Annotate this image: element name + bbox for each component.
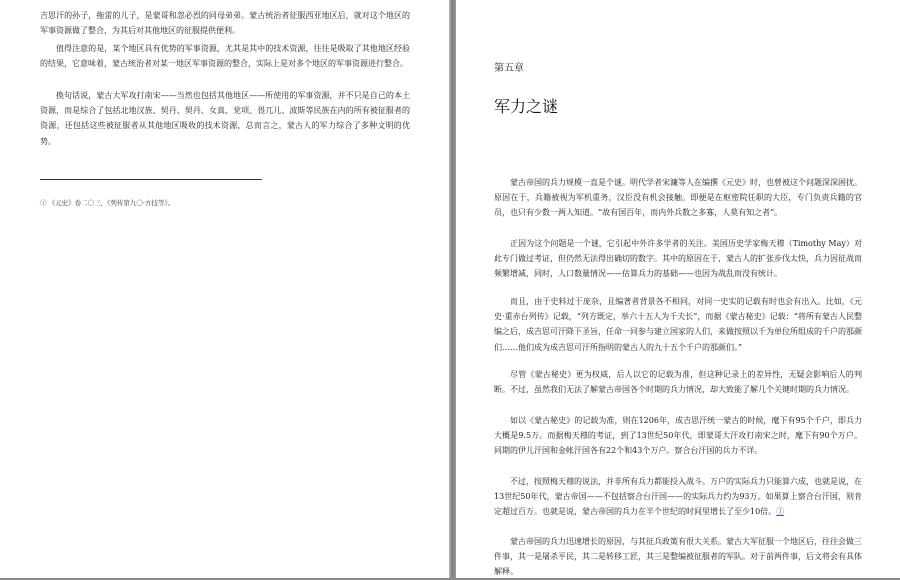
right-paragraph-6-text: 不过，按照梅天穆的说法，并非所有兵力都能投入战斗。万户的实际兵力只能算六成，也就是说，在13世纪50年代，蒙古帝国——不包括察合台汗国——的实际兵力约为93万。如果算上察合台汗国，则肯定超过百万。也就是说，蒙古帝国的兵力在半个世纪的时间里增长了至少10倍。 [494,477,862,517]
left-paragraph-3: 换句话说，蒙古大军攻打南宋——当然也包括其他地区——所使用的军事资源，并不只是自己的本土资源，而是综合了包括北地汉族、契丹、契丹、女真、党项、畏兀儿、波斯等民族在内的所有被征服者的资源，还包括这些被征服者从其他地区吸收的技术资源，总而言之，蒙古人的军力综合了多种文明的优势。 [40,91,410,146]
footnote-text: 《元史》卷二〇三，《列传第九〇·方技等》。 [48,199,175,207]
right-paragraph-4: 尽管《蒙古秘史》更为权威，后人以它的记载为准，但这种记录上的差异性，无疑会影响后人的判断。不过，虽然我们无法了解蒙古帝国各个时期的兵力情况，却大致能了解几个关键时期的兵力情况。 [494,370,862,395]
chapter-label: 第五章 [494,63,524,74]
right-paragraph-5: 如以《蒙古秘史》的记载为准，则在1206年，成吉思汗统一蒙古的时候，麾下有95个千户，即兵力大概是9.5万。而据梅天穆的考证，到了13世纪50年代，即蒙哥大汗攻打南宋之时，麾下有90个万户。同期的伊儿汗国和金帐汗国各有22个和43个万户。察合台汗国的兵力不详。 [494,416,862,456]
left-paragraph-2: 值得注意的是，某个地区具有优势的军事资源，尤其是其中的技术资源，往往是吸取了其他地区经验的结果，它意味着，蒙古统治者对某一地区军事资源的整合，实际上是对多个地区的军事资源进行整合。 [40,44,410,69]
right-paragraph-6 [494,474,862,520]
chapter-title: 军力之谜 [494,97,559,116]
right-paragraph-7: 蒙古帝国的兵力迅速增长的原因，与其征兵政策有很大关系。蒙古大军征服一个地区后，往往会做三件事，其一是屠杀平民，其二是转移工匠，其三是整编被征服者的军队。对于前两件事，后文将会有具体解释。 [494,537,862,577]
footnote [40,198,420,208]
right-paragraph-1: 蒙古帝国的兵力规模一直是个谜。明代学者宋濂等人在编撰《元史》时，也曾被这个问题深深困扰。原因在于，兵籍被视为军机重务，汉臣没有机会接触。即便是在枢密院任职的大臣，专门负责兵籍的官员，也只有少数一两人知道。“故有国百年，而内外兵数之多寡，人莫有知之者”。 [494,178,862,218]
left-page [0,0,449,578]
footnote-marker[interactable]: ① [40,199,47,207]
right-paragraph-3: 而且，由于史料过于庞杂，且编著者背景各不相同，对同一史实的记载有时也会有出入。比如，《元史·重赤台列传》记载，“列方既定，举六十五人为千夫长”，而据《蒙古秘史》记载：“将所有蒙古人民整编之后，成吉思可汗降下圣旨，任命一同参与建立国家的人们，来做按照以千为单位所组成的千户的那颜们……他们成为成吉思可汗所指明的蒙古人的九十五个千户的那颜们。” [494,297,862,352]
footnote-reference[interactable]: ① [776,507,785,517]
right-paragraph-2: 正因为这个问题是一个谜，它引起中外许多学者的关注。美国历史学家梅天穆（Timothy May）对此专门做过考证，但仍然无法得出确切的数字。其中的原因在于，蒙古人的扩张步伐太快，兵力因征战而频繁增减，同时，人口数量情况——估算兵力的基础——也因为战乱而没有统计。 [494,239,862,279]
left-paragraph-1: 吉思汗的孙子，拖雷的儿子，是蒙哥和忽必烈的同母弟弟。蒙古统治者征服西亚地区后，就对这个地区的军事资源做了整合，为其后对其他地区的征服提供便利。 [40,11,410,36]
book-gutter [449,0,456,578]
footnote-divider [40,179,262,180]
